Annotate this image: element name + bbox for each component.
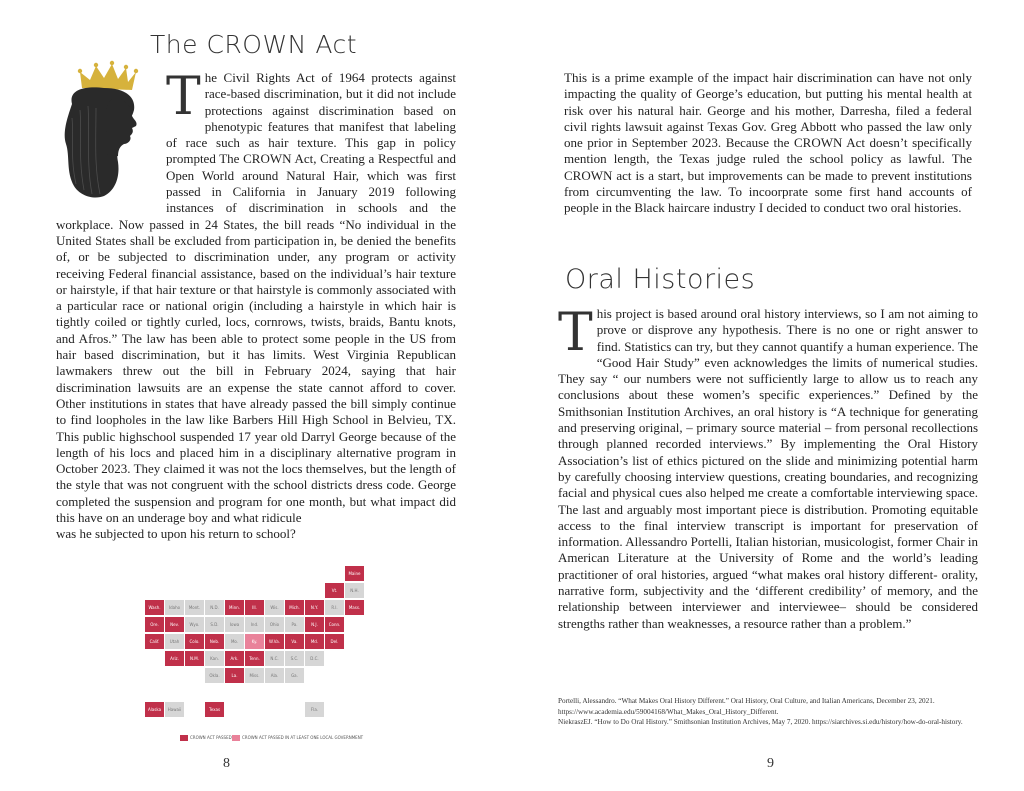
reference-1: Portelli, Alessandro. “What Makes Oral History Different.” Oral History, Oral Culture, and Italian Americans, December 23, 2021. https://www.academia.edu/59004168/What_Makes_Oral_History_Different. (558, 697, 935, 716)
map-state-ga: Ga. (285, 668, 304, 683)
map-state-mass: Mass. (345, 600, 364, 615)
legend-swatch (232, 735, 240, 741)
oral-histories-body: his project is based around oral history interviews, so I am not aiming to prove or disprove any hypothesis. There is no one or right answer to find. Statistics can try, but they cannot quantify a human experience. The “Good Hair Study” even acknowledges the limits of numerical studies. They say “ our numbers were not sufficiently large to allow us to reach any conclusions about these women’s specific experiences.” Defined by the Smithsonian Institution Archives, an oral history is “A technique for generating and preserving original, – primary source material – from personal recollections through planned recorded interviews.” By implementing the Oral History Association’s list of ethics pictured on the slide and minimizing potential harm by carefully choosing interview questions, creating boundaries, and recognizing facial and physical cues also helped me create a comfortable interviewing space. The last and arguably most important piece is distribution. Promoting equitable access to the final interview transcript is important for preservation of information. Allessandro Portelli, Italian historian, musicologist, former Chair in American Literature at the University of Rome and the world’s leading practitioner of oral histories, argued “what makes oral history different- orality, narrative form, subjectivity and the ‘different credibility’ of memory, and the relationship between interviewer and interviewee– should be considered strengths rather than weaknesses, a resource rather than a problem.” (558, 306, 978, 631)
map-state-maine: Maine (345, 566, 364, 581)
map-state-ill: Ill. (245, 600, 264, 615)
map-state-sd: S.D. (205, 617, 224, 632)
page-number-right: 9 (767, 756, 774, 771)
map-state-colo: Colo. (185, 634, 204, 649)
map-state-minn: Minn. (225, 600, 244, 615)
crown-act-body: he Civil Rights Act of 1964 protects against race-based discrimination, but it did not include protections against discrimination based on phenotypic features that manifest that labeling of race such as hair texture. This gap in policy prompted The CROWN Act, Creating a Respectful and Open World around Natural Hair, which was first passed in California in January 2019 following instances of discrimination in schools and the workplace. Now passed in 24 States, the bill reads “No individual in the United States shall be excluded from participation in, be denied the benefits of, or be subjected to discrimination under, any program or activity receiving Federal financial assistance, based on the individual’s hair texture or hairstyle, if that hair texture or that hairstyle is commonly associated with a particular race or national origin (including a hairstyle in which hair is tightly coiled or tightly curled, locs, cornrows, twists, braids, Bantu knots, and Afros.” The law has been able to protect some people in the US from hair based discrimination, but it has limits. West Virginia Republican lawmakers threw out the bill in February 2024, saying that hair discrimination lawsuits are an expense the state cannot afford to cover. Other institutions in states that have already passed the bill simply continue to find loopholes in the law like Barbers Hill High School in Belvieu, TX. This public highschool suspended 17 year old Darryl George because of the length of his locs and placed him in a disciplinary alternative program in October 2023. They claimed it was not the locs themselves, but the length of the style that was not congruent with the school districts dress code. George completed the suspension and program for one month, but what impact did this have on an underage boy and what ridicule (56, 70, 456, 526)
map-state-ariz: Ariz. (165, 651, 184, 666)
map-state-ny: N.Y. (305, 600, 324, 615)
reference-2: NiekraszEJ. “How to Do Oral History.” Smithsonian Institution Archives, May 7, 2020. https://siarchives.si.edu/history/how-do-oral-history. (558, 718, 963, 726)
oral-histories-text (558, 303, 978, 632)
map-state-nh: N.H. (345, 583, 364, 598)
map-state-md: Md. (305, 634, 324, 649)
legend-swatch (180, 735, 188, 741)
legend-item (180, 735, 232, 741)
right-page (512, 0, 1024, 791)
woman-silhouette-crown-icon (58, 58, 158, 204)
map-state-pa: Pa. (285, 617, 304, 632)
oral-histories-title: Oral Histories (565, 264, 756, 295)
map-state-okla: Okla. (205, 668, 224, 683)
map-state-idaho: Idaho (165, 600, 184, 615)
map-state-nm: N.M. (185, 651, 204, 666)
map-state-va: Va. (285, 634, 304, 649)
drop-cap: T (166, 67, 201, 127)
map-state-wva: W.Va. (265, 634, 284, 649)
intro-text: This is a prime example of the impact hair discrimination can have not only impacting the quality of George’s education, but putting his mental health at risk over his natural hair. George and his mother, Darresha, filed a federal civil rights lawsuit against Texas Gov. Greg Abbott who passed the law only one prior in September 2023. Because the CROWN Act doesn’t specifically mention length, the Texas judge ruled the school policy as lawful. The CROWN act is a start, but improvements can be made to prevent institutions from circumventing the law. To incoorprate some first hand accounts of people in the Black haircare industry I decided to conduct two oral histories. (564, 70, 972, 216)
map-state-wis: Wis. (265, 600, 284, 615)
map-state-calif: Calif. (145, 634, 164, 649)
intro-paragraph (564, 70, 972, 217)
map-state-nj: N.J. (305, 617, 324, 632)
map-state-mich: Mich. (285, 600, 304, 615)
map-state-hawaii: Hawaii (165, 702, 184, 717)
map-state-sc: S.C. (285, 651, 304, 666)
map-state-ore: Ore. (145, 617, 164, 632)
map-state-nev: Nev. (165, 617, 184, 632)
references (558, 696, 968, 728)
map-state-miss: Miss. (245, 668, 264, 683)
map-state-neb: Neb. (205, 634, 224, 649)
map-state-kan: Kan. (205, 651, 224, 666)
drop-cap-2: T (558, 303, 593, 363)
legend-label: CROWN ACT PASSED IN AT LEAST ONE LOCAL GOVERNMENT (242, 735, 364, 740)
map-state-ri: R.I. (325, 600, 344, 615)
map-state-fla: Fla. (305, 702, 324, 717)
map-state-wash: Wash. (145, 600, 164, 615)
map-state-tenn: Tenn. (245, 651, 264, 666)
map-state-iowa: Iowa (225, 617, 244, 632)
map-state-ohio: Ohio (265, 617, 284, 632)
page-number-left: 8 (223, 756, 230, 771)
map-state-utah: Utah (165, 634, 184, 649)
map-state-del: Del. (325, 634, 344, 649)
crown-act-last-line: was he subjected to upon his return to school? (56, 526, 296, 542)
map-state-mo: Mo. (225, 634, 244, 649)
crown-act-title: The CROWN Act (150, 30, 358, 59)
map-state-ind: Ind. (245, 617, 264, 632)
map-state-conn: Conn. (325, 617, 344, 632)
legend-item (232, 735, 363, 741)
map-state-ark: Ark. (225, 651, 244, 666)
map-state-la: La. (225, 668, 244, 683)
map-state-ala: Ala. (265, 668, 284, 683)
crown-act-state-map (140, 566, 370, 746)
legend-label: CROWN ACT PASSED (190, 735, 232, 740)
map-state-dc: D.C. (305, 651, 324, 666)
map-state-nd: N.D. (205, 600, 224, 615)
map-state-texas: Texas (205, 702, 224, 717)
map-state-alaska: Alaska (145, 702, 164, 717)
map-state-ky: Ky. (245, 634, 264, 649)
map-state-wyo: Wyo. (185, 617, 204, 632)
map-state-nc: N.C. (265, 651, 284, 666)
map-state-vt: Vt. (325, 583, 344, 598)
map-state-mont: Mont. (185, 600, 204, 615)
